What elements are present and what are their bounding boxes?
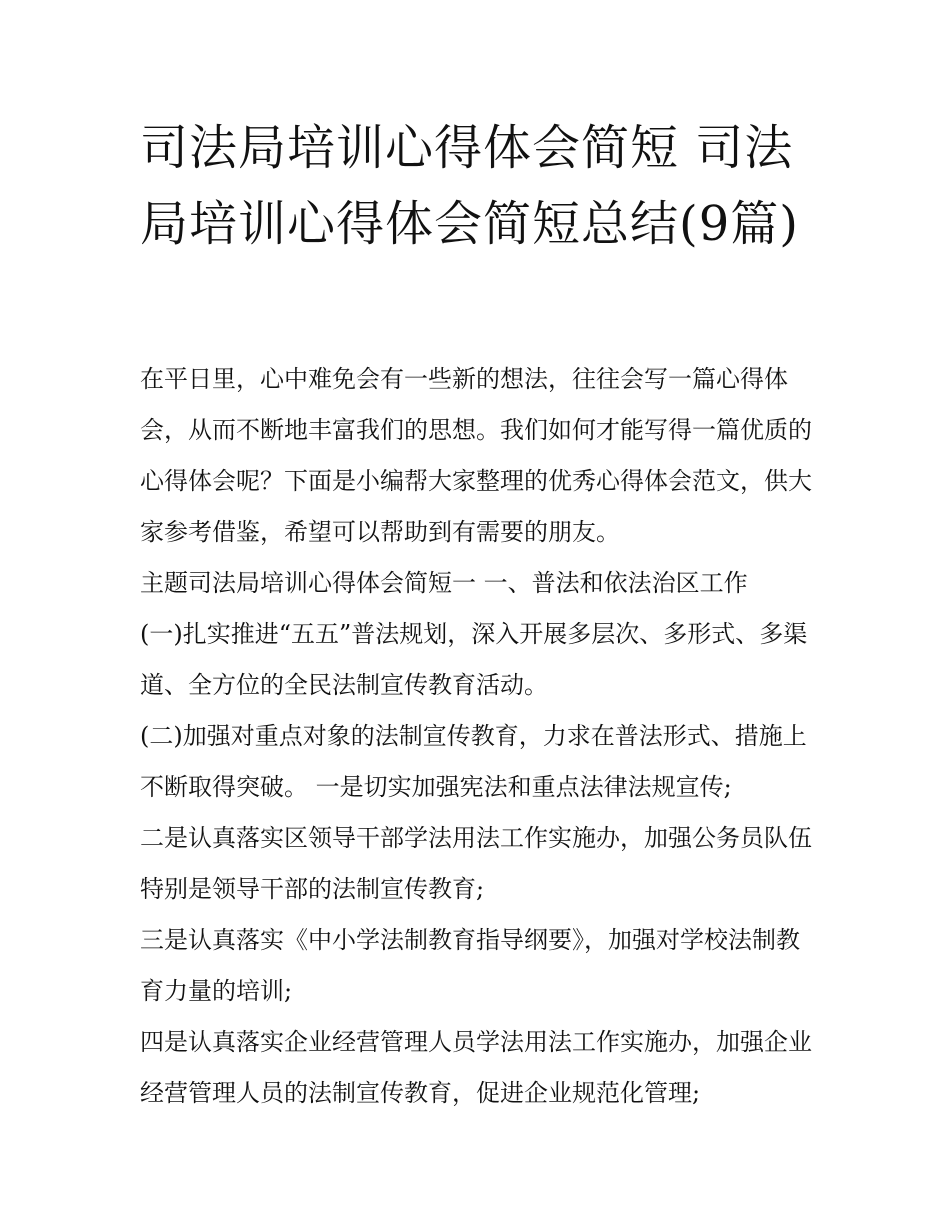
paragraph-point-2: 二是认真落实区领导干部学法用法工作实施办，加强公务员队伍特别是领导干部的法制宣传教育;	[140, 824, 812, 903]
document-title: 司法局培训心得体会简短 司法局培训心得体会简短总结(9篇)	[140, 120, 799, 252]
paragraph-topic: 主题司法局培训心得体会简短一 一、普法和依法治区工作	[140, 569, 748, 597]
paragraph-item-1: (一)扎实推进“五五”普法规划，深入开展多层次、多形式、多渠道、全方位的全民法制宣传教育活动。	[140, 620, 808, 699]
document-body	[140, 354, 820, 1119]
paragraph-point-3: 三是认真落实《中小学法制教育指导纲要》，加强对学校法制教育力量的培训;	[140, 926, 800, 1005]
paragraph-point-4: 四是认真落实企业经营管理人员学法用法工作实施办，加强企业经营管理人员的法制宣传教育，促进企业规范化管理;	[140, 1028, 812, 1107]
paragraph-intro: 在平日里，心中难免会有一些新的想法，往往会写一篇心得体会，从而不断地丰富我们的思想。我们如何才能写得一篇优质的心得体会呢？下面是小编帮大家整理的优秀心得体会范文，供大家参考借鉴，希望可以帮助到有需要的朋友。	[140, 365, 812, 546]
paragraph-item-2: (二)加强对重点对象的法制宣传教育，力求在普法形式、措施上不断取得突破。 一是切实加强宪法和重点法律法规宣传;	[140, 722, 807, 801]
